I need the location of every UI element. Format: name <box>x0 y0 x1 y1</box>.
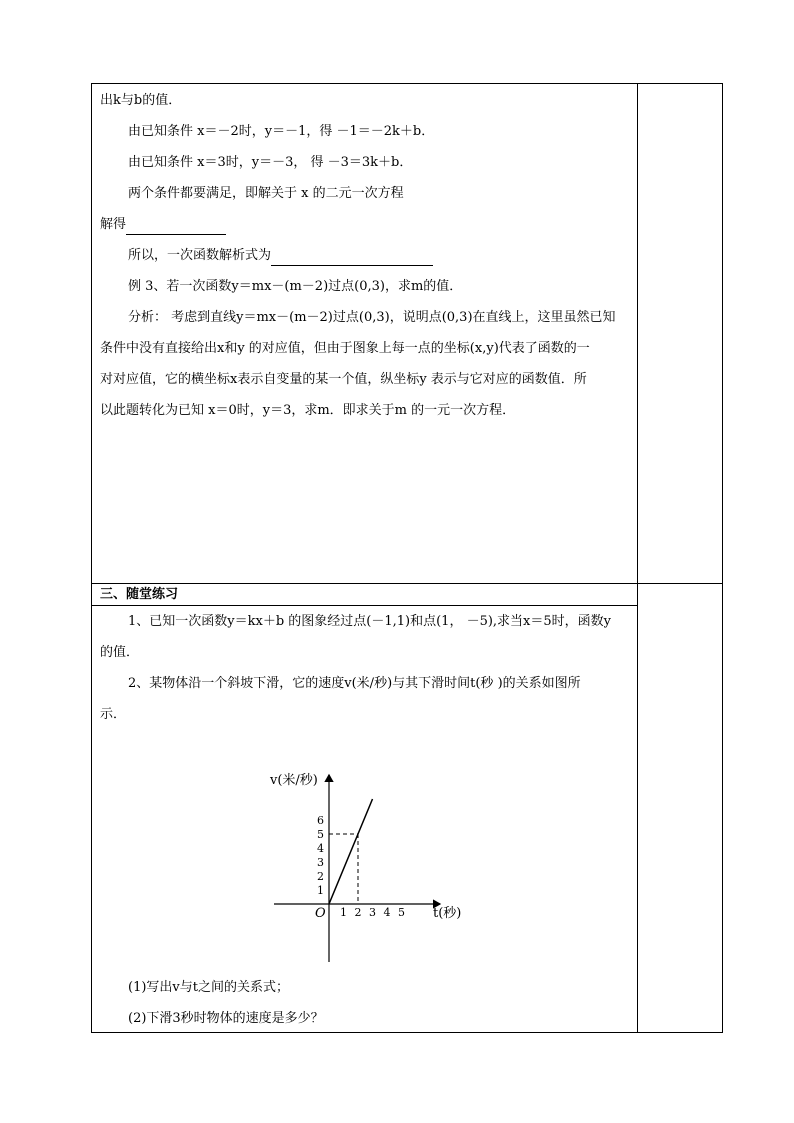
y-tick-label: 2 <box>317 870 324 883</box>
y-tick-label: 5 <box>317 828 324 841</box>
y-axis-label: v(米/秒) <box>270 773 318 788</box>
y-tick-label: 6 <box>317 814 324 827</box>
text-line: 由已知条件 x＝3时，y＝－3， 得 －3＝3k＋b． <box>128 155 413 170</box>
sub-question-2: (2)下滑3秒时物体的速度是多少？ <box>128 1011 324 1026</box>
analysis-line: 以此题转化为已知 x＝0时，y＝3，求m．即求关于m 的一元一次方程． <box>100 403 516 418</box>
x-tick-labels <box>340 906 405 919</box>
question-1: 1、已知一次函数y＝kx＋b 的图象经过点(－1,1)和点(1， －5),求当x＝5时，函数y <box>128 614 611 629</box>
y-tick-label: 3 <box>317 856 324 869</box>
text-line: 由已知条件 x＝－2时，y＝－1，得 －1＝－2k＋b． <box>128 124 435 139</box>
result-label: 所以，一次函数解析式为 <box>128 248 272 263</box>
question-1-cont: 的值． <box>100 645 140 660</box>
sub-question-1: (1)写出v与t之间的关系式； <box>128 980 289 995</box>
x-tick-label: 1 <box>340 906 347 919</box>
x-tick-label: 2 <box>354 906 362 919</box>
x-axis-label: t(秒) <box>433 906 462 921</box>
y-tick-labels <box>317 814 324 897</box>
analysis-line: 对对应值，它的横坐标x表示自变量的某一个值，纵坐标y 表示与它对应的函数值．所 <box>100 372 587 387</box>
section-heading: 三、随堂练习 <box>100 587 179 602</box>
velocity-line <box>329 799 373 904</box>
x-tick-label: 4 <box>383 906 391 919</box>
y-tick-label: 4 <box>317 842 324 855</box>
y-tick-label: 1 <box>317 884 324 897</box>
x-tick-label: 3 <box>369 906 376 919</box>
text-line: 出k与b的值． <box>100 93 182 108</box>
solve-label: 解得 <box>100 217 127 232</box>
x-tick-label: 5 <box>398 906 405 919</box>
text-line: 两个条件都要满足，即解关于 x 的二元一次方程 <box>128 186 404 201</box>
question-2-cont: 示． <box>100 707 127 722</box>
origin-label: O <box>315 906 326 921</box>
analysis-line: 条件中没有直接给出x和y 的对应值，但由于图象上每一点的坐标(x,y)代表了函数的一 <box>100 341 590 356</box>
question-2: 2、某物体沿一个斜坡下滑，它的速度v(米/秒)与其下滑时间t(秒 )的关系如图所 <box>128 676 581 691</box>
analysis-line: 分析： 考虑到直线y＝mx－(m－2)过点(0,3)，说明点(0,3)在直线上，这里虽然已知 <box>128 310 616 325</box>
example-3: 例 3、若一次函数y＝mx－(m－2)过点(0,3)，求m的值． <box>128 279 463 294</box>
